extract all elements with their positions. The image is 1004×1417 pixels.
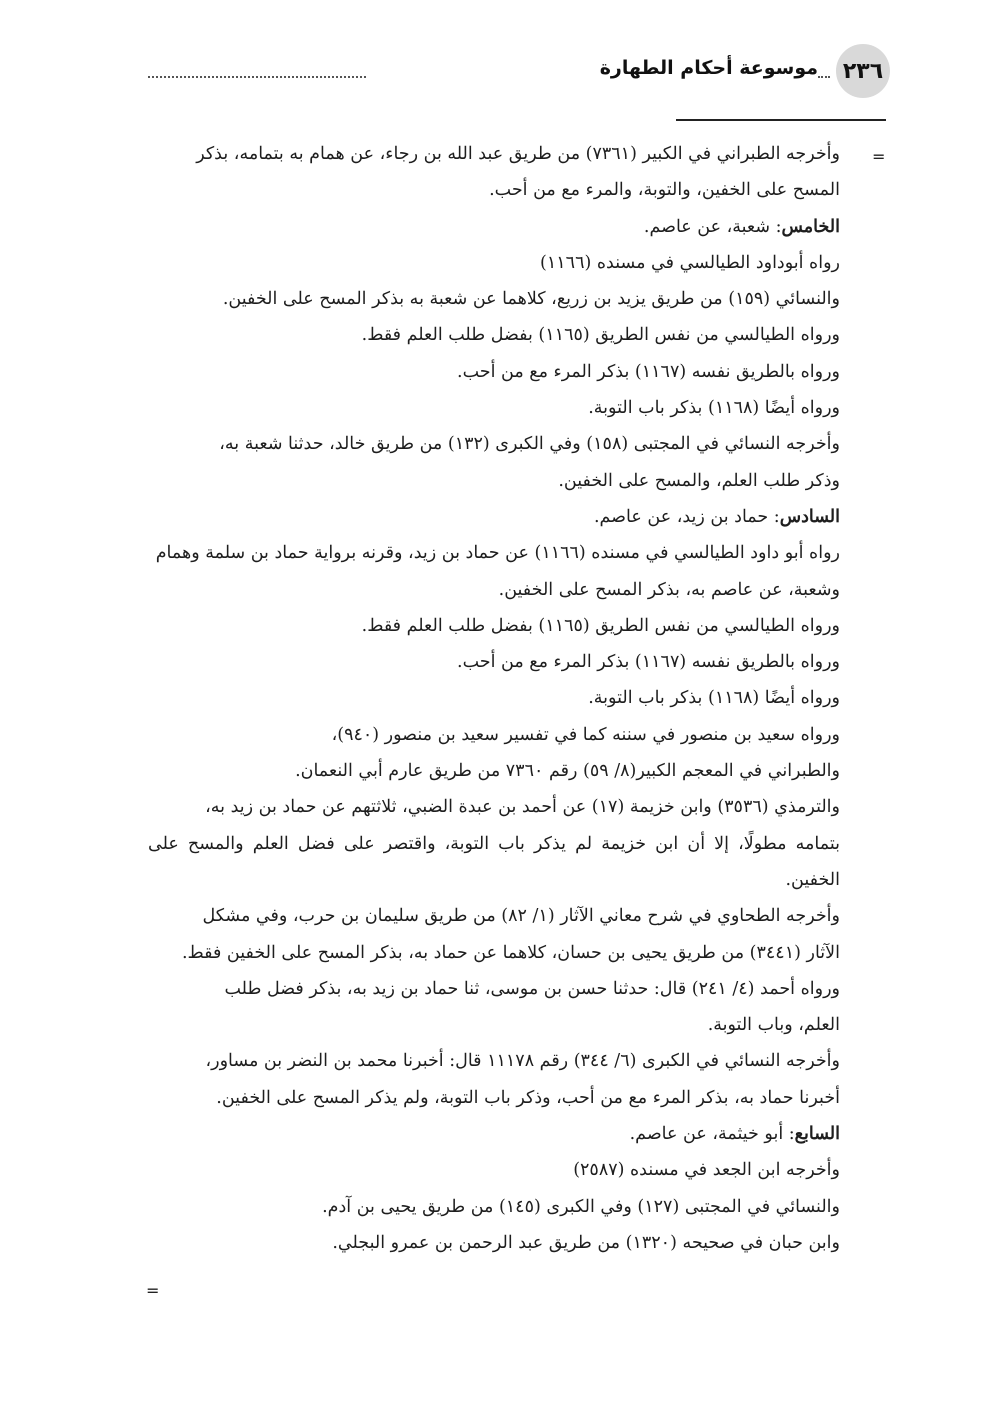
line-text: ورواه بالطريق نفسه (١١٦٧) بذكر المرء مع من أحب.: [457, 361, 840, 382]
dotted-leader-right: [818, 62, 830, 78]
footnote-line: [148, 1152, 840, 1188]
footnote-line: [148, 572, 840, 608]
footnote-line: [148, 898, 840, 934]
footnote-line: [148, 1043, 840, 1079]
line-text: ورواه سعيد بن منصور في سننه كما في تفسير سعيد بن منصور (٩٤٠)،: [331, 724, 840, 745]
line-text: والنسائي (١٥٩) من طريق يزيد بن زريع، كلاهما عن شعبة به بذكر المسح على الخفين.: [222, 289, 840, 310]
line-text: العلم، وباب التوبة.: [707, 1015, 840, 1036]
section-lead: السابع: [794, 1124, 840, 1145]
line-text: ورواه أيضًا (١١٦٨) بذكر باب التوبة.: [588, 398, 840, 419]
footnote-body: [148, 136, 840, 1261]
footnote-line: [148, 463, 840, 499]
running-title: موسوعة أحكام الطهارة: [599, 57, 818, 79]
line-text: رواه أبوداود الطيالسي في مسنده (١١٦٦): [540, 252, 840, 273]
footnote-line: [148, 1116, 840, 1152]
section-lead: السادس: [779, 506, 840, 527]
line-text: : شعبة، عن عاصم.: [643, 216, 782, 237]
line-text: بتمامه مطولًا، إلا أن ابن خزيمة لم يذكر باب التوبة، واقتصر على فضل العلم والمسح على الخفين.: [148, 833, 840, 890]
continuation-mark-top: =: [872, 147, 886, 166]
footnote-line: [148, 535, 840, 571]
line-text: ورواه أيضًا (١١٦٨) بذكر باب التوبة.: [588, 688, 840, 709]
footnote-line: [148, 390, 840, 426]
footnote-line: [148, 354, 840, 390]
footnote-line: [148, 209, 840, 245]
line-text: والنسائي في المجتبى (١٢٧) وفي الكبرى (١٤٥) من طريق يحيى بن آدم.: [322, 1196, 840, 1217]
line-text: الآثار (٣٤٤١) من طريق يحيى بن حسان، كلاهما عن حماد به، بذكر المسح على الخفين فقط.: [181, 942, 840, 963]
line-text: أخبرنا حماد به، بذكر المرء مع من أحب، وذكر باب التوبة، ولم يذكر المسح على الخفين.: [216, 1087, 840, 1108]
footnote-line: [148, 172, 840, 208]
line-text: ورواه بالطريق نفسه (١١٦٧) بذكر المرء مع من أحب.: [457, 652, 840, 673]
line-text: ورواه أحمد (٤/ ٢٤١) قال: حدثنا حسن بن موسى، ثنا حماد بن زيد به، بذكر فضل طلب: [224, 978, 840, 999]
footnote-line: [148, 717, 840, 753]
footnote-line: [148, 1189, 840, 1225]
footnote-line: [148, 499, 840, 535]
dotted-leader-left: [148, 62, 366, 78]
line-text: وذكر طلب العلم، والمسح على الخفين.: [558, 470, 840, 491]
footnote-line: [148, 826, 840, 899]
footnote-line: [148, 245, 840, 281]
page-number: ٢٣٦: [842, 58, 884, 84]
section-lead: الخامس: [781, 216, 840, 237]
footnote-line: [148, 971, 840, 1007]
line-text: وأخرجه الطحاوي في شرح معاني الآثار (١/ ٨٢) من طريق سليمان بن حرب، وفي مشكل: [202, 906, 840, 927]
line-text: رواه أبو داود الطيالسي في مسنده (١١٦٦) عن حماد بن زيد، وقرنه برواية حماد بن سلمة وهمام: [155, 543, 840, 564]
footnote-separator: [676, 119, 886, 121]
line-text: وشعبة، عن عاصم به، بذكر المسح على الخفين.: [498, 579, 840, 600]
footnote-line: [148, 1080, 840, 1116]
footnote-line: [148, 1225, 840, 1261]
footnote-line: [148, 789, 840, 825]
continuation-mark-bottom: =: [146, 1281, 160, 1300]
line-text: وأخرجه الطبراني في الكبير (٧٣٦١) من طريق عبد الله بن رجاء، عن همام به بتمامه، بذكر: [196, 144, 840, 164]
footnote-line: [148, 644, 840, 680]
footnote-line: [148, 136, 840, 172]
line-text: المسح على الخفين، والتوبة، والمرء مع من أحب.: [489, 180, 840, 201]
footnote-line: [148, 426, 840, 462]
footnote-line: [148, 608, 840, 644]
footnote-line: [148, 1007, 840, 1043]
footnote-line: [148, 680, 840, 716]
line-text: ورواه الطيالسي من نفس الطريق (١١٦٥) بفضل طلب العلم فقط.: [361, 325, 840, 346]
line-text: وأخرجه النسائي في المجتبى (١٥٨) وفي الكبرى (١٣٢) من طريق خالد، حدثنا شعبة به،: [219, 434, 840, 455]
line-text: : أبو خيثمة، عن عاصم.: [629, 1124, 795, 1145]
line-text: : حماد بن زيد، عن عاصم.: [593, 506, 780, 527]
line-text: ورواه الطيالسي من نفس الطريق (١١٦٥) بفضل طلب العلم فقط.: [361, 615, 840, 636]
page-header: [148, 44, 890, 102]
line-text: والطبراني في المعجم الكبير(٨/ ٥٩) رقم ٧٣٦٠ من طريق عارم أبي النعمان.: [295, 761, 840, 782]
page-number-badge: [836, 44, 890, 98]
line-text: وأخرجه النسائي في الكبرى (٦/ ٣٤٤) رقم ١١١٧٨ قال: أخبرنا محمد بن النضر بن مساور،: [205, 1051, 840, 1072]
footnote-line: [148, 317, 840, 353]
footnote-line: [148, 753, 840, 789]
line-text: وأخرجه ابن الجعد في مسنده (٢٥٨٧): [573, 1160, 840, 1181]
footnote-line: [148, 935, 840, 971]
line-text: وابن حبان في صحيحه (١٣٢٠) من طريق عبد الرحمن بن عمرو البجلي.: [332, 1232, 840, 1253]
footnote-line: [148, 281, 840, 317]
line-text: والترمذي (٣٥٣٦) وابن خزيمة (١٧) عن أحمد بن عبدة الضبي، ثلاثتهم عن حماد بن زيد به،: [205, 797, 840, 818]
